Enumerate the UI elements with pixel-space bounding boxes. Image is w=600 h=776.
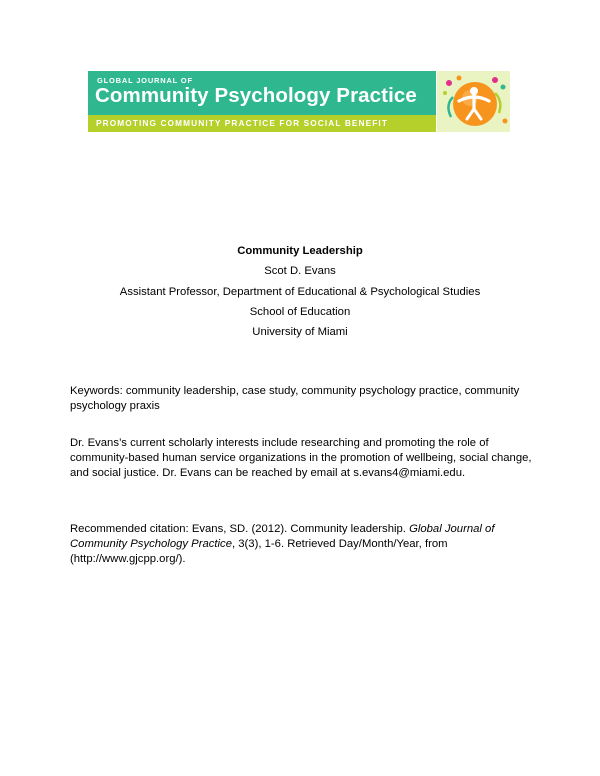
banner-subtitle: GLOBAL JOURNAL OF (97, 76, 193, 85)
citation-journal: Global Journal of Community Psychology Practice (70, 523, 495, 550)
author-school: School of Education (249, 306, 351, 318)
journal-logo-icon (437, 71, 510, 132)
article-title: Community Leadership (237, 245, 363, 257)
author-position: Assistant Professor, Department of Educational & Psychological Studies (119, 286, 481, 298)
author-bio-paragraph: Dr. Evans’s current scholarly interests include researching and promoting the role of community-based human service organizations in the promotion of wellbeing, social change, and social justice. Dr. Evans can be reached by email at s.evans4@miami.edu. (70, 437, 532, 479)
citation-prefix: Recommended citation: Evans, SD. (2012). Community leadership. (70, 523, 410, 535)
author-name: Scot D. Evans (264, 265, 336, 277)
banner-tagline: PROMOTING COMMUNITY PRACTICE FOR SOCIAL BENEFIT (96, 118, 389, 128)
banner-title: Community Psychology Practice (95, 84, 417, 107)
journal-banner (88, 71, 510, 132)
recommended-citation (70, 522, 540, 567)
keywords-paragraph: Keywords: community leadership, case study, community psychology practice, community psychology praxis (70, 385, 520, 412)
citation-suffix: , 3(3), 1-6. Retrieved Day/Month/Year, from (http://www.gjcpp.org/). (70, 538, 448, 565)
author-university: University of Miami (252, 326, 348, 338)
